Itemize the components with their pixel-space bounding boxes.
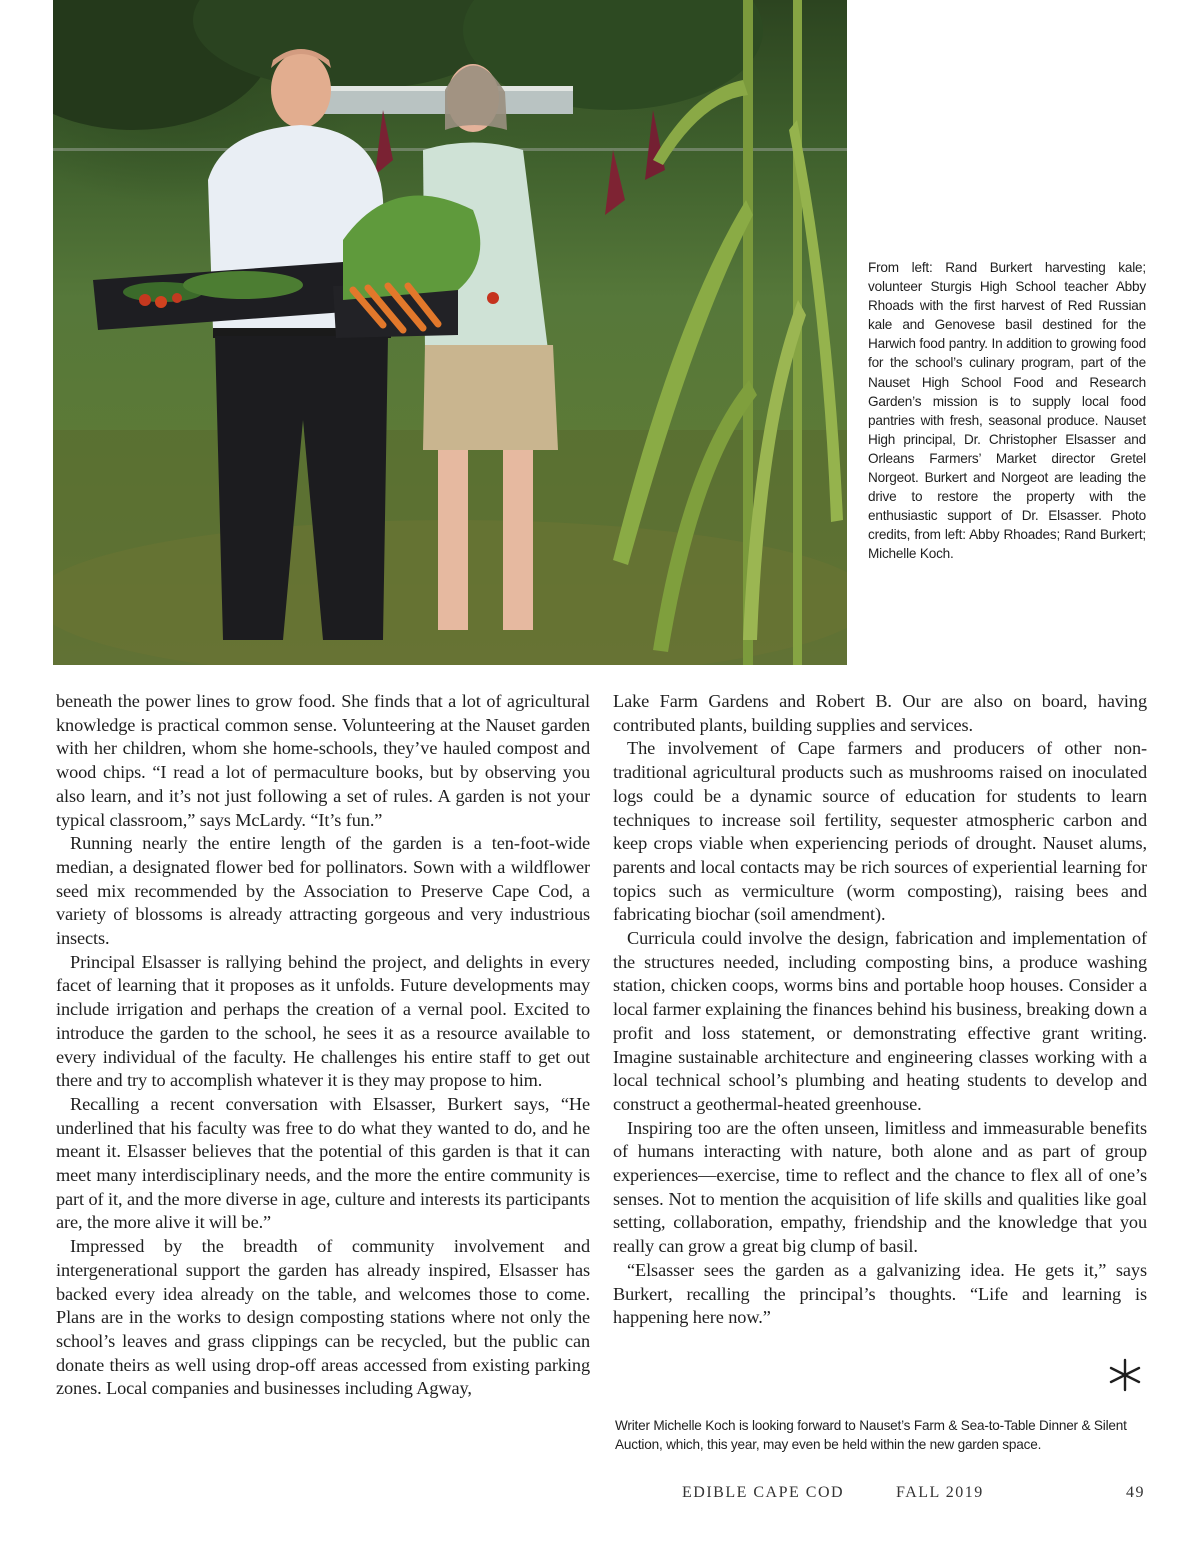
footer-magazine-name: EDIBLE CAPE COD xyxy=(682,1484,845,1501)
paragraph: Running nearly the entire length of the garden is a ten-foot-wide median, a designated flower bed for pollinators. Sown with a wildflower seed mix recommended by the Association to Preserve Cape Cod, a variety of blossoms is already attracting gorgeous and very industrious insects. xyxy=(56,833,590,949)
garden-photo-illustration xyxy=(53,0,847,665)
paragraph: Principal Elsasser is rallying behind the project, and delights in every facet of learning that it proposes as it unfolds. Future developments may include irrigation and perhaps the creation of a vernal pool. Excited to introduce the garden to the school, he sees it as a resource available to every individual of the faculty. He challenges his entire staff to get out there and try to accomplish whatever it is they may propose to him. xyxy=(56,951,590,1091)
photo-caption: From left: Rand Burkert harvesting kale; volunteer Sturgis High School teacher Abby Rhoads with the first harvest of Red Russian kale and Genovese basil destined for the Harwich food pantry. In addition to growing food for the school’s culinary program, part of the Nauset High School Food and Research Garden’s mission is to supply local food pantries with fresh, seasonal produce. Nauset High principal, Dr. Christopher Elsasser and Orleans Farmers’ Market director Gretel Norgeot. Burkert and Norgeot are leading the drive to restore the property with the enthusiastic support of Dr. Elsasser. Photo credits, from left: Abby Rhoades; Rand Burkert; Michelle Koch. xyxy=(868,260,1146,562)
page-footer xyxy=(0,1484,1200,1508)
paragraph: Recalling a recent conversation with Elsasser, Burkert says, “He underlined that his faculty was free to do what they wanted to do, and he meant it. Elsasser believes that the potential of this garden is that it can meet many interdisciplinary needs, and the more the entire community is part of it, and the more diverse in age, culture and interests its participants are, the more alive it will be.” xyxy=(56,1093,590,1233)
end-mark-star-icon xyxy=(1108,1358,1142,1392)
paragraph: Impressed by the breadth of community involvement and intergenerational support the garden has already inspired, Elsasser has backed every idea already on the table, and welcomes those to come. Plans are in the works to design composting stations where not only the school’s leaves and grass clippings can be recycled, but the public can donate theirs as well using drop-off areas accessed from existing parking zones. Local companies and businesses including Agway, xyxy=(56,1236,590,1399)
paragraph: Inspiring too are the often unseen, limitless and immeasurable benefits of humans interacting with nature, both alone and as part of group experiences—exercise, time to reflect and the chance to flex all of one’s senses. Not to mention the acquisition of life skills and qualities like goal setting, collaboration, empathy, friendship and the knowledge that you really can grow a great big clump of basil. xyxy=(613,1117,1147,1257)
article-right-column xyxy=(613,690,1147,1330)
footer-issue: FALL 2019 xyxy=(896,1484,984,1501)
paragraph: Lake Farm Gardens and Robert B. Our are also on board, having contributed plants, building supplies and services. xyxy=(613,691,1147,735)
author-bio: Writer Michelle Koch is looking forward to Nauset’s Farm & Sea-to-Table Dinner & Silent Auction, which, this year, may even be held within the new garden space. xyxy=(615,1418,1127,1452)
footer-page-number: 49 xyxy=(1126,1484,1145,1501)
paragraph: “Elsasser sees the garden as a galvanizing idea. He gets it,” says Burkert, recalling the principal’s thoughts. “Life and learning is happening here now.” xyxy=(613,1259,1147,1328)
paragraph: beneath the power lines to grow food. She finds that a lot of agricultural knowledge is practical common sense. Volunteering at the Nauset garden with her children, whom she home-schools, they’ve hauled compost and wood chips. “I read a lot of permaculture books, but by observing you also learn, and it’s not just following a set of rules. A garden is not your typical classroom,” says McLardy. “It’s fun.” xyxy=(56,691,590,830)
paragraph: Curricula could involve the design, fabrication and implementation of the structures needed, including composting bins, a produce washing station, chicken coops, worms bins and portable hoop houses. Consider a local farmer explaining the finances behind his business, breaking down a profit and loss statement, or demonstrating effective grant writing. Imagine sustainable architecture and engineering classes working with a local technical school’s plumbing and heating students to develop and construct a geothermal-heated greenhouse. xyxy=(613,928,1147,1114)
garden-photo xyxy=(53,0,847,665)
article-left-column xyxy=(56,690,590,1401)
paragraph: The involvement of Cape farmers and producers of other non-traditional agricultural products such as mushrooms raised on inoculated logs could be a dynamic source of education for students to learn techniques to increase soil fertility, sequester atmospheric carbon and keep crops viable when experiencing periods of drought. Nauset alums, parents and local contacts may be rich sources of experiential learning for topics such as vermiculture (worm composting), raising bees and fabricating biochar (soil amendment). xyxy=(613,738,1147,925)
